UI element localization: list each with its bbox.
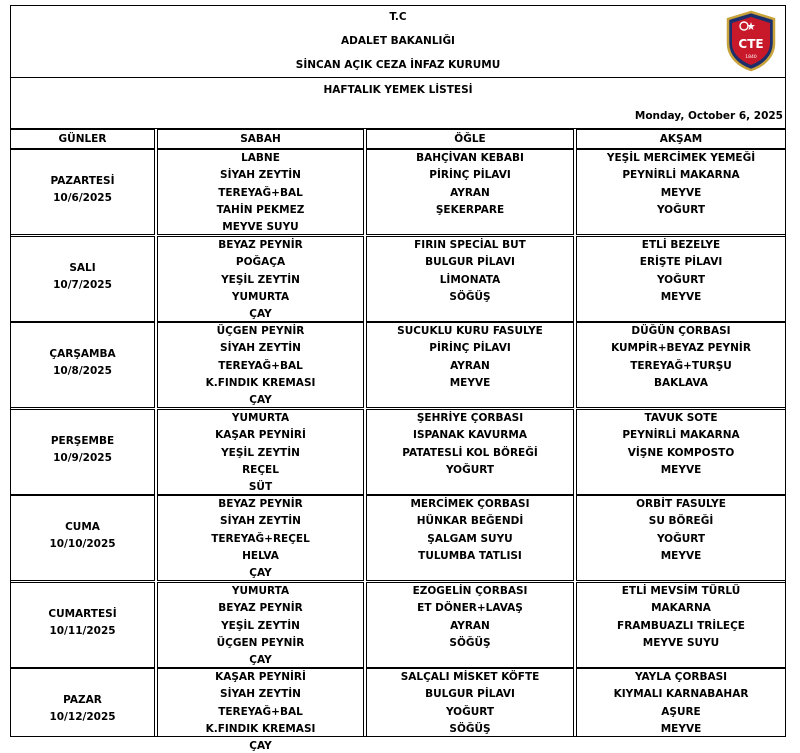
day-date: 10/12/2025: [49, 711, 116, 723]
dinner-item: MAKARNA: [651, 602, 711, 614]
lunch-cell: [366, 409, 574, 495]
breakfast-cell: [157, 149, 364, 235]
breakfast-item: REÇEL: [242, 464, 279, 476]
breakfast-item: YEŞİL ZEYTİN: [221, 620, 300, 632]
header-line-institution: SİNCAN AÇIK CEZA İNFAZ KURUMU: [295, 59, 501, 71]
day-date: 10/8/2025: [53, 365, 112, 377]
col-header-lunch: ÖĞLE: [454, 133, 486, 145]
lunch-item: BULGUR PİLAVI: [425, 256, 515, 268]
day-date: 10/7/2025: [53, 279, 112, 291]
dinner-item: YEŞİL MERCİMEK YEMEĞİ: [606, 152, 756, 164]
breakfast-item: BEYAZ PEYNİR: [218, 498, 303, 510]
dinner-item: SU BÖREĞİ: [648, 515, 714, 527]
col-header-breakfast-cell: [157, 129, 364, 149]
breakfast-item: TAHİN PEKMEZ: [216, 204, 305, 216]
lunch-cell: [366, 322, 574, 408]
lunch-item: PİRİNÇ PİLAVI: [429, 342, 511, 354]
dinner-item: YAYLA ÇORBASI: [634, 671, 728, 683]
breakfast-item: ÇAY: [249, 394, 272, 406]
lunch-item: TULUMBA TATLISI: [418, 550, 522, 562]
breakfast-item: SİYAH ZEYTİN: [220, 688, 301, 700]
day-cell: [10, 149, 155, 235]
lunch-item: YOĞURT: [445, 706, 495, 718]
dinner-item: YOĞURT: [656, 204, 706, 216]
lunch-item: SÖĞÜŞ: [449, 291, 491, 303]
breakfast-item: YEŞİL ZEYTİN: [221, 274, 300, 286]
lunch-item: ET DÖNER+LAVAŞ: [417, 602, 523, 614]
breakfast-item: BEYAZ PEYNİR: [218, 239, 303, 251]
day-date: 10/9/2025: [53, 452, 112, 464]
lunch-cell: [366, 582, 574, 668]
lunch-item: BAHÇİVAN KEBABI: [416, 152, 524, 164]
lunch-item: MERCİMEK ÇORBASI: [410, 498, 530, 510]
breakfast-item: K.FINDIK KREMASI: [205, 723, 316, 735]
day-name: SALI: [69, 262, 96, 274]
dinner-cell: [576, 582, 786, 668]
lunch-item: AYRAN: [450, 360, 490, 372]
dinner-cell: [576, 409, 786, 495]
breakfast-cell: [157, 322, 364, 408]
lunch-item: PİRİNÇ PİLAVI: [429, 169, 511, 181]
day-cell: [10, 495, 155, 581]
dinner-item: MEYVE: [660, 550, 702, 562]
col-header-dinner: AKŞAM: [659, 133, 703, 145]
breakfast-item: ÇAY: [249, 654, 272, 666]
dinner-cell: [576, 495, 786, 581]
dinner-cell: [576, 149, 786, 235]
dinner-cell: [576, 668, 786, 737]
dinner-item: KIYMALI KARNABAHAR: [613, 688, 749, 700]
header-line-tc: T.C: [389, 11, 407, 23]
dinner-item: BAKLAVA: [654, 377, 708, 389]
breakfast-cell: [157, 236, 364, 322]
lunch-item: HÜNKAR BEĞENDİ: [416, 515, 524, 527]
breakfast-item: BEYAZ PEYNİR: [218, 602, 303, 614]
header-line-ministry: ADALET BAKANLIĞI: [341, 35, 455, 47]
col-header-days-cell: [10, 129, 155, 149]
dinner-cell: [576, 322, 786, 408]
breakfast-item: SİYAH ZEYTİN: [220, 515, 301, 527]
breakfast-item: YUMURTA: [231, 585, 290, 597]
breakfast-item: ÇAY: [249, 567, 272, 579]
breakfast-cell: [157, 495, 364, 581]
dinner-item: PEYNİRLİ MAKARNA: [622, 169, 740, 181]
breakfast-item: SİYAH ZEYTİN: [220, 169, 301, 181]
lunch-item: ŞALGAM SUYU: [427, 533, 513, 545]
lunch-cell: [366, 149, 574, 235]
dinner-cell: [576, 236, 786, 322]
breakfast-item: LABNE: [241, 152, 280, 164]
breakfast-item: MEYVE SUYU: [222, 221, 299, 233]
day-name: CUMARTESİ: [48, 608, 117, 620]
lunch-cell: [366, 668, 574, 737]
lunch-item: ŞEKERPARE: [435, 204, 505, 216]
breakfast-item: KAŞAR PEYNİRİ: [215, 429, 306, 441]
breakfast-item: ÜÇGEN PEYNİR: [216, 325, 305, 337]
dinner-item: MEYVE: [660, 464, 702, 476]
dinner-item: KUMPİR+BEYAZ PEYNİR: [611, 342, 751, 354]
dinner-item: ETLİ MEVSİM TÜRLÜ: [621, 585, 741, 597]
breakfast-item: ÇAY: [249, 308, 272, 320]
dinner-item: YOĞURT: [656, 274, 706, 286]
breakfast-cell: [157, 668, 364, 752]
dinner-item: AŞURE: [661, 706, 701, 718]
breakfast-item: POĞAÇA: [235, 256, 286, 268]
breakfast-item: ÇAY: [249, 740, 272, 752]
day-cell: [10, 322, 155, 408]
dinner-item: MEYVE SUYU: [642, 637, 720, 649]
breakfast-item: TEREYAĞ+BAL: [218, 187, 303, 199]
breakfast-item: SİYAH ZEYTİN: [220, 342, 301, 354]
dinner-item: TAVUK SOTE: [644, 412, 718, 424]
emblem-letters: CTE: [738, 37, 764, 51]
day-cell: [10, 668, 155, 737]
lunch-item: LİMONATA: [439, 274, 501, 286]
lunch-item: BULGUR PİLAVI: [425, 688, 515, 700]
dinner-item: VİŞNE KOMPOSTO: [627, 447, 735, 459]
day-name: PERŞEMBE: [50, 435, 115, 447]
day-cell: [10, 582, 155, 668]
lunch-cell: [366, 495, 574, 581]
lunch-item: SÖĞÜŞ: [449, 723, 491, 735]
day-name: ÇARŞAMBA: [49, 348, 116, 360]
dinner-item: YOĞURT: [656, 533, 706, 545]
dinner-item: DÜĞÜN ÇORBASI: [631, 325, 731, 337]
lunch-item: FIRIN SPECİAL BUT: [414, 239, 526, 251]
ministry-emblem-icon: [725, 10, 777, 72]
lunch-item: PATATESLİ KOL BÖREĞİ: [402, 447, 538, 459]
lunch-cell: [366, 236, 574, 322]
lunch-item: YOĞURT: [445, 464, 495, 476]
breakfast-cell: [157, 409, 364, 495]
day-name: PAZAR: [63, 694, 102, 706]
breakfast-item: TEREYAĞ+BAL: [218, 360, 303, 372]
day-date: 10/10/2025: [49, 538, 116, 550]
day-cell: [10, 409, 155, 495]
day-name: CUMA: [65, 521, 100, 533]
dinner-item: MEYVE: [660, 291, 702, 303]
breakfast-item: YUMURTA: [231, 412, 290, 424]
lunch-item: SUCUKLU KURU FASULYE: [397, 325, 543, 337]
dinner-item: TEREYAĞ+TURŞU: [630, 360, 732, 372]
breakfast-cell: [157, 582, 364, 668]
breakfast-item: HELVA: [242, 550, 279, 562]
emblem-year: 1840: [745, 55, 757, 60]
dinner-item: MEYVE: [660, 723, 702, 735]
dinner-item: ETLİ BEZELYE: [641, 239, 721, 251]
breakfast-item: ÜÇGEN PEYNİR: [216, 637, 305, 649]
breakfast-item: K.FINDIK KREMASI: [205, 377, 316, 389]
dinner-item: ORBİT FASULYE: [636, 498, 726, 510]
lunch-item: AYRAN: [450, 187, 490, 199]
day-cell: [10, 236, 155, 322]
col-header-breakfast: SABAH: [240, 133, 281, 145]
breakfast-item: YEŞİL ZEYTİN: [221, 447, 300, 459]
day-date: 10/6/2025: [53, 192, 112, 204]
dinner-item: ERİŞTE PİLAVI: [639, 256, 723, 268]
breakfast-item: YUMURTA: [231, 291, 290, 303]
breakfast-item: SÜT: [248, 481, 273, 493]
lunch-item: SALÇALI MİSKET KÖFTE: [400, 671, 540, 683]
day-name: PAZARTESİ: [50, 175, 115, 187]
dinner-item: MEYVE: [660, 187, 702, 199]
menu-date: Monday, October 6, 2025: [634, 110, 783, 122]
col-header-lunch-cell: [366, 129, 574, 149]
page-title: HAFTALIK YEMEK LİSTESİ: [323, 84, 473, 96]
lunch-item: AYRAN: [450, 620, 490, 632]
col-header-days: GÜNLER: [58, 133, 107, 145]
lunch-item: SÖĞÜŞ: [449, 637, 491, 649]
dinner-item: FRAMBUAZLI TRİLEÇE: [617, 620, 745, 632]
header-divider: [10, 77, 786, 78]
breakfast-item: TEREYAĞ+BAL: [218, 706, 303, 718]
dinner-item: PEYNİRLİ MAKARNA: [622, 429, 740, 441]
breakfast-item: TEREYAĞ+REÇEL: [211, 533, 310, 545]
lunch-item: EZOGELİN ÇORBASI: [412, 585, 528, 597]
breakfast-item: KAŞAR PEYNİRİ: [215, 671, 306, 683]
col-header-dinner-cell: [576, 129, 786, 149]
lunch-item: ŞEHRİYE ÇORBASI: [416, 412, 524, 424]
lunch-item: MEYVE: [449, 377, 491, 389]
lunch-item: ISPANAK KAVURMA: [413, 429, 527, 441]
day-date: 10/11/2025: [49, 625, 116, 637]
